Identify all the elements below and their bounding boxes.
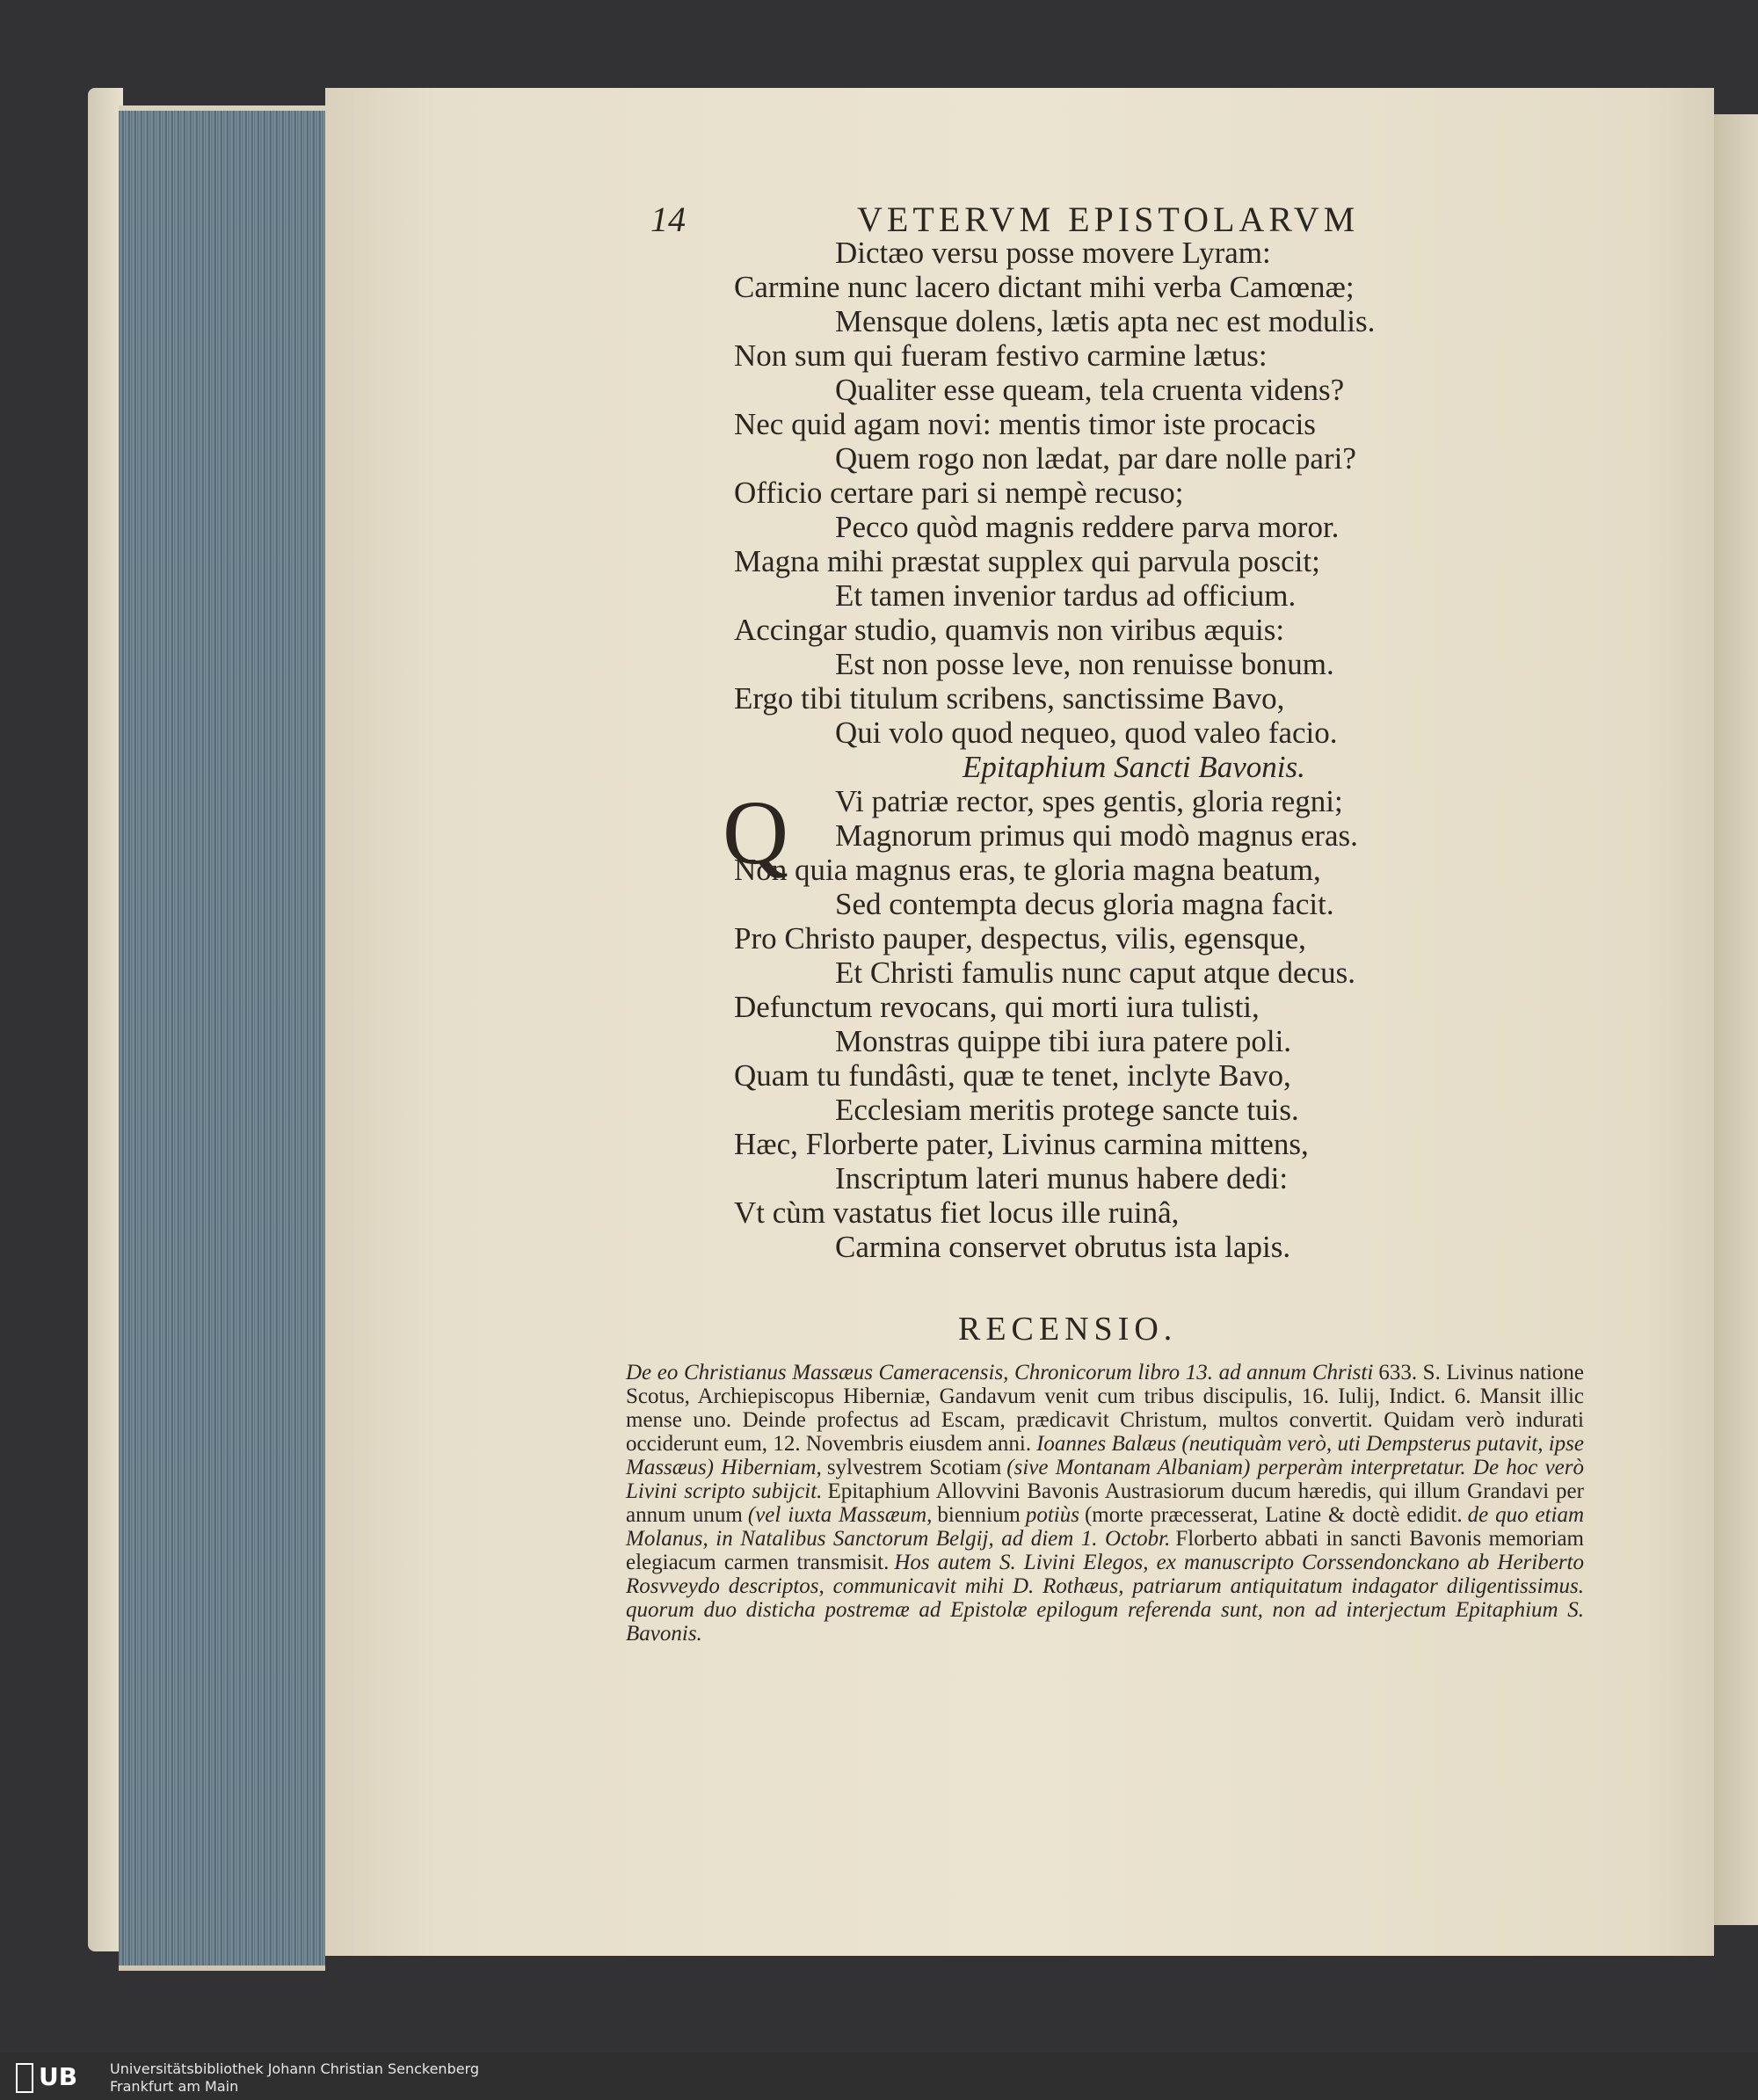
epitaph-title: Epitaphium Sancti Bavonis. xyxy=(963,750,1305,784)
library-logo xyxy=(16,2061,104,2093)
verse-line: Non sum qui fueram festivo carmine lætus: xyxy=(734,338,1268,373)
verse-line: Carmina conservet obrutus ista lapis. xyxy=(835,1230,1291,1264)
verse-line: Dictæo versu posse movere Lyram: xyxy=(835,236,1271,270)
section-heading: RECENSIO. xyxy=(958,1311,1178,1348)
drop-cap-initial: Q xyxy=(723,782,789,883)
verse-line: Qualiter esse queam, tela cruenta videns? xyxy=(835,373,1345,407)
verse-line: Inscriptum lateri munus habere dedi: xyxy=(835,1161,1289,1195)
commentary-run: (vel iuxta Massæum, xyxy=(747,1503,933,1527)
commentary-run: De eo Christianus Massæus Cameracensis, Chronicorum libro 13. ad annum Christi xyxy=(626,1361,1374,1384)
page-number: 14 xyxy=(650,200,686,239)
verse-line: Et tamen invenior tardus ad officium. xyxy=(835,578,1297,613)
commentary-run: Florberto abbati in sancti Bavonis memoriam elegiacum carmen transmisit. xyxy=(626,1527,1584,1574)
verse-line: Pecco quòd magnis reddere parva moror. xyxy=(835,510,1340,544)
verse-line: Quem rogo non lædat, par dare nolle pari? xyxy=(835,441,1356,476)
verse-line: Non quia magnus eras, te gloria magna beatum, xyxy=(734,853,1321,887)
commentary-paragraph xyxy=(626,1361,1584,1646)
commentary-run: de quo etiam Molanus, in Natalibus Sanctorum Belgij, ad diem 1. Octobr. xyxy=(626,1503,1585,1551)
running-head: VETERVM EPISTOLARVM xyxy=(857,200,1360,239)
verse-line: Magna mihi præstat supplex qui parvula poscit; xyxy=(734,544,1320,578)
logo-text: UB xyxy=(39,2062,78,2091)
verse-line: Et Christi famulis nunc caput atque decus. xyxy=(835,956,1355,990)
verse-line: Sed contempta decus gloria magna facit. xyxy=(835,887,1334,921)
verse-line: Quam tu fundâsti, quæ te tenet, inclyte Bavo, xyxy=(734,1058,1291,1093)
next-page-edge xyxy=(1714,114,1758,1925)
verse-line: Est non posse leve, non renuisse bonum. xyxy=(835,647,1334,681)
commentary-run: biennium xyxy=(937,1503,1021,1527)
verse-line: Pro Christo pauper, despectus, vilis, egensque, xyxy=(734,921,1306,956)
verse-line: Qui volo quod nequeo, quod valeo facio. xyxy=(835,716,1338,750)
page-block-edges xyxy=(119,105,325,1971)
verse-line: Monstras quippe tibi iura patere poli. xyxy=(835,1024,1292,1058)
commentary-run: (sive Montanam Albaniam) perperàm interpretatur. De hoc verò Livini scripto subijcit. xyxy=(626,1456,1584,1503)
verse-line: Carmine nunc lacero dictant mihi verba Camœnæ; xyxy=(734,270,1355,304)
verse-line: Ecclesiam meritis protege sancte tuis. xyxy=(835,1093,1299,1127)
verse-line: Nec quid agam novi: mentis timor iste procacis xyxy=(734,407,1316,441)
verse-line: Vt cùm vastatus fiet locus ille ruinâ, xyxy=(734,1195,1180,1230)
commentary-run: (morte præcesserat, Latine & doctè edidit. xyxy=(1084,1503,1463,1527)
verse-line: Accingar studio, quamvis non viribus æquis: xyxy=(734,613,1285,647)
commentary-run: Ioannes Balæus (neutiquàm verò, uti Dempsterus putavit, ipse Massæus) Hiberniam, xyxy=(626,1432,1585,1479)
commentary-run: potiùs xyxy=(1025,1503,1079,1527)
verse-line: Officio certare pari si nempè recuso; xyxy=(734,476,1184,510)
verse-line: Magnorum primus qui modò magnus eras. xyxy=(835,818,1358,853)
verse-line: Mensque dolens, lætis apta nec est modulis. xyxy=(835,304,1376,338)
footer-city: Frankfurt am Main xyxy=(110,2078,239,2095)
verse-line: Hæc, Florberte pater, Livinus carmina mittens, xyxy=(734,1127,1309,1161)
ub-mark-icon xyxy=(16,2063,33,2093)
verse-line: Ergo tibi titulum scribens, sanctissime Bavo, xyxy=(734,681,1285,716)
footer-library-name: Universitätsbibliothek Johann Christian Senckenberg xyxy=(110,2060,480,2077)
commentary-run: 633. S. Livinus natione Scotus, Archiepiscopus Hiberniæ, Gandavum venit cum tribus discipulis, 16. Iulij, Indict. 6. Mansit illic mense uno. Deinde profectus ad Escam, prædicavit Christum, multos convertit. Quidam verò indurati occiderunt eum, 12. Novembris eiusdem anni. xyxy=(626,1361,1584,1456)
commentary-run: sylvestrem Scotiam xyxy=(826,1456,1002,1479)
book-cover-edge xyxy=(88,88,123,1951)
verse-line: Defunctum revocans, qui morti iura tulisti, xyxy=(734,990,1260,1024)
commentary-run: Epitaphium Allovvini Bavonis Austrasiorum ducum hæredis, qui illum Grandavi per annum unum xyxy=(626,1479,1584,1527)
commentary-run: Hos autem S. Livini Elegos, ex manuscripto Corssendonckano ab Heriberto Rosvveydo descriptos, communicavit mihi D. Rothæus, patriarum antiquitatum indagator diligentissimus. quorum duo disticha postremæ ad Epistolæ epilogum referenda sunt, non ad interjectum Epitaphium S. Bavonis. xyxy=(626,1551,1585,1646)
verse-line: Vi patriæ rector, spes gentis, gloria regni; xyxy=(835,784,1343,818)
